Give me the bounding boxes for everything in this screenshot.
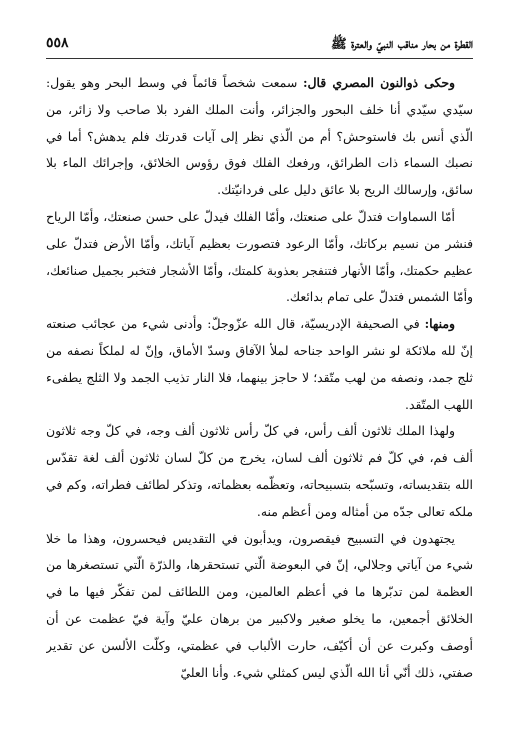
paragraph-text: سمعت شخصاً قائماً في وسط البحر وهو يقول: سيّدي سيّدي أنا خلف البحور والجزائر، وأنت الملك الفرد بلا صاحب ولا زائر، من الّذي أنس بك فاستوحش؟ أم من الّذي نظر إلى آيات قدرتك فلم يدهش؟ أما في نصبك السماء ذات الطرائق، ورفعك الفلك فوق رؤوس الخلائق، وإجرائك الماء بلا سائق، وإرسالك الريح بلا عائق دليل على فردانيّتك. [46,75,473,198]
paragraph [46,311,473,418]
paragraph [46,70,473,204]
header-title: القطرة من بحار مناقب النبيّ والعترة ﷺ [331,37,473,52]
paragraph-text: يجتهدون في التسبيح فيقصرون، ويدأبون في التقديس فيحسرون، وهذا ما خلا شيء من آياتي وجلالي، إنّ في البعوضة الّتي تستحقرها، والذرّة الّتي تستصغرها من العظمة لمن تدبّرها ما في أعظم العالمين، ومن اللطائف لمن تفكّر فيها ما في الخلائق أجمعين، ما يخلو صغير ولاكبير من برهان عليّ وآية فيّ عظمت عن أن أوصف وكبرت عن أن أكيّف، حارت الألباب في عظمتي، وكلّت الألسن عن تقدير صفتي، ذلك أنّي أنا الله الّذي ليس كمثلي شيء. وأنا العليّ [46,530,473,680]
paragraph [46,526,473,687]
paragraph [46,204,473,311]
paragraph-text: ولهذا الملك ثلاثون ألف رأس، في كلّ رأس ثلاثون ألف وجه، في كلّ وجه ثلاثون ألف فم، في كلّ فم ثلاثون ألف لسان، يخرج من كلّ لسان ثلاثون ألف لغة تقدّس الله بتقديساته، وتسبّحه بتسبيحاته، وتعظّمه بعظماته، وتذكر لطائف فطراته، وكم في ملكه تعالى جدّه من أمثاله ومن أعظم منه. [46,423,473,519]
paragraph [46,418,473,525]
page-body [46,70,473,724]
paragraph-lead: وحكى ذوالنون المصري قال: [302,75,455,90]
paragraph-lead: ومنها: [424,316,455,332]
paragraph-text: أمّا السماوات فتدلّ على صنعتك، وأمّا الفلك فيدلّ على حسن صنعتك، وأمّا الرياح فنشر من نسيم بركاتك، وأمّا الرعود فتصورت بعظيم آياتك، وأمّا الأرض فتدلّ على عظيم حكمتك، وأمّا الأنهار فتنفجر بعذوبة كلمتك، وأمّا الأشجار فتخبر بجميل صنائعك، وأمّا الشمس فتدلّ على تمام بدائعك. [46,208,473,305]
page-number: ٥٥٨ [46,35,69,51]
paragraph-text: في الصحيفة الإدريسيّة، قال الله عزّوجلّ: وأدنى شيء من عجائب صنعته إنّ لله ملائكة لو نشر الواحد جناحه لملأ الآفاق وسدّ الأماق، وإنّ له لملكاً نصفه من ثلج جمد، ونصفه من لهب متّقد؛ لا حاجز بينهما، فلا النار تذيب الجمد ولا الثلج يطفىء اللهب المتّقد. [46,316,473,412]
running-header [46,34,473,59]
